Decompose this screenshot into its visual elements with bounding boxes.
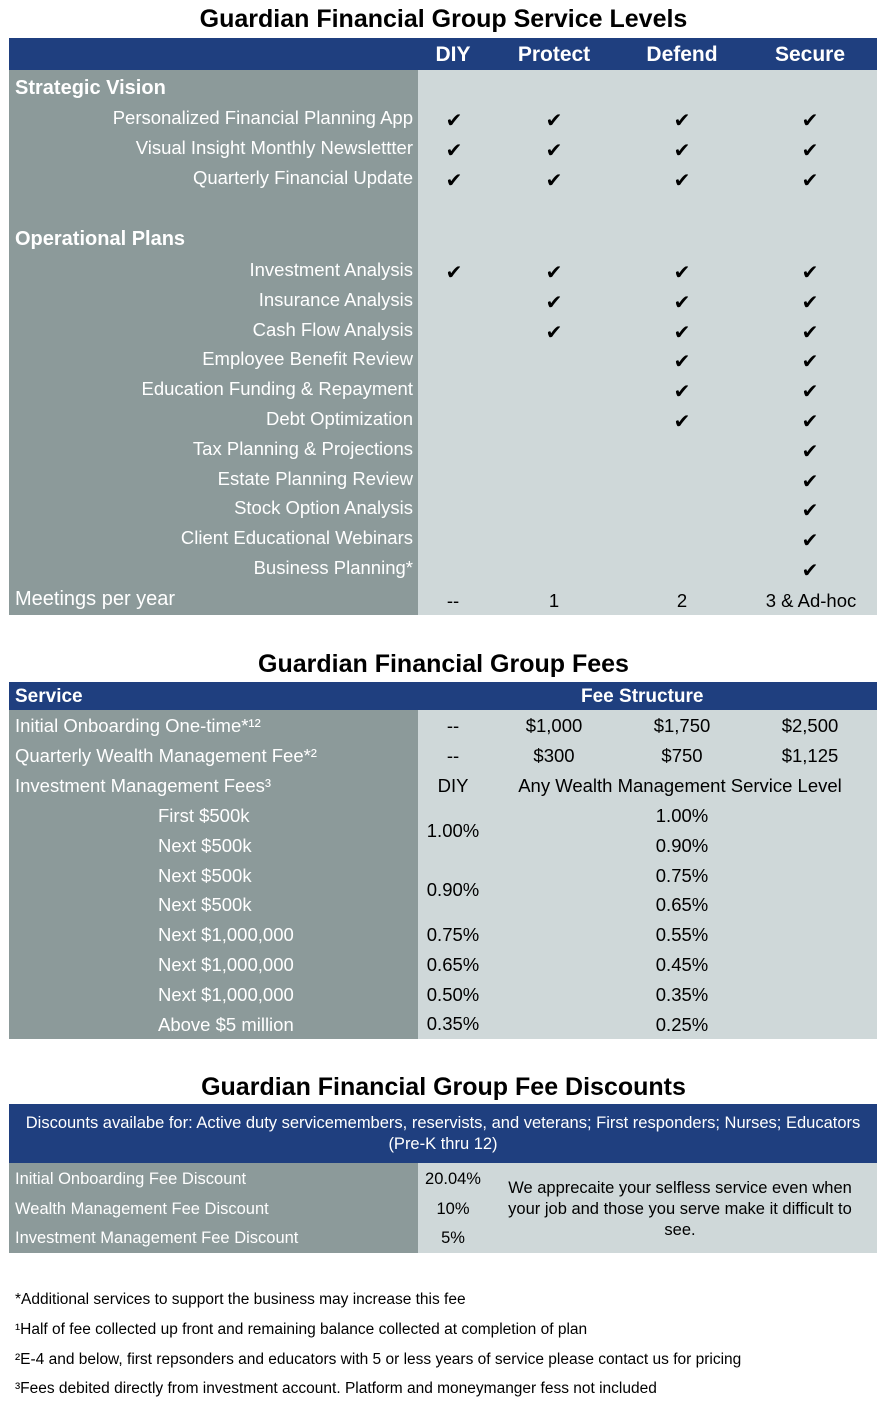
strategic-row-label: Personalized Financial Planning App <box>112 107 413 128</box>
operational-row-label: Stock Option Analysis <box>234 497 413 519</box>
discount-wealth-label: Wealth Management Fee Discount <box>15 1200 269 1218</box>
checkmark-icon: ✔ <box>801 291 819 314</box>
discount-investment-value: 5% <box>441 1229 465 1247</box>
operational-row-label: Insurance Analysis <box>258 288 413 310</box>
checkmark-icon: ✔ <box>673 381 691 404</box>
checkmark-icon: ✔ <box>673 110 691 132</box>
footnote-3: ³Fees debited directly from investment account. Platform and moneymanger fess not included <box>15 1380 657 1397</box>
operational-row-label: Investment Analysis <box>249 259 413 280</box>
tier-wm-rate: 0.65% <box>655 894 709 916</box>
footnote-asterisk: *Additional services to support the business may increase this fee <box>15 1291 466 1308</box>
strategic-row-label: Visual Insight Monthly Newslettter <box>135 136 413 158</box>
onboarding-diy: -- <box>446 715 460 736</box>
checkmark-icon: ✔ <box>801 500 819 523</box>
col-diy: DIY <box>435 43 471 66</box>
diy-rate-3: 0.75% <box>426 924 480 945</box>
discount-investment-label: Investment Management Fee Discount <box>15 1229 299 1247</box>
discounts-eligibility-text: Discounts availabe for: Active duty servicemembers, reservists, and veterans; First responders; Nurses; Educators (Pre-K thru 12) <box>25 1114 861 1153</box>
checkmark-icon: ✔ <box>545 291 563 314</box>
fees-title: Guardian Financial Group Fees <box>258 650 629 678</box>
diy-rate-1: 1.00% <box>426 820 480 841</box>
checkmark-icon: ✔ <box>673 262 691 284</box>
operational-row-label: Business Planning* <box>253 557 413 578</box>
checkmark-icon: ✔ <box>801 169 819 192</box>
checkmark-icon: ✔ <box>673 351 691 374</box>
meetings-diy: -- <box>446 590 460 611</box>
tier-label: First $500k <box>158 805 250 826</box>
checkmark-icon: ✔ <box>545 110 563 132</box>
footnote-2: ²E-4 and below, first repsonders and educators with 5 or less years of service please contact us for pricing <box>15 1351 742 1368</box>
diy-rate-4: 0.65% <box>426 954 480 975</box>
tier-wm-rate: 0.45% <box>655 954 709 975</box>
tier-label: Above $5 million <box>158 1013 294 1035</box>
checkmark-icon: ✔ <box>801 139 819 162</box>
checkmark-icon: ✔ <box>445 139 463 162</box>
checkmark-icon: ✔ <box>673 139 691 162</box>
service-levels-header <box>9 38 877 70</box>
operational-row-label: Debt Optimization <box>265 408 413 429</box>
diy-rate-2: 0.90% <box>426 879 480 900</box>
checkmark-icon: ✔ <box>673 411 691 433</box>
tier-label: Next $1,000,000 <box>158 954 294 975</box>
checkmark-icon: ✔ <box>545 139 563 162</box>
quarterly-protect: $300 <box>533 745 575 766</box>
tier-label: Next $500k <box>158 834 252 856</box>
investment-any-level-header: Any Wealth Management Service Level <box>518 775 842 796</box>
tier-label: Next $1,000,000 <box>158 983 294 1005</box>
checkmark-icon: ✔ <box>445 110 463 132</box>
diy-rate-5: 0.50% <box>426 984 480 1005</box>
quarterly-diy: -- <box>446 745 460 766</box>
discount-onboarding-label: Initial Onboarding Fee Discount <box>15 1170 247 1188</box>
col-secure: Secure <box>774 43 846 66</box>
footnote-1: ¹Half of fee collected up front and remaining balance collected at completion of plan <box>15 1321 588 1338</box>
checkmark-icon: ✔ <box>673 169 691 192</box>
quarterly-label: Quarterly Wealth Management Fee*² <box>15 745 317 766</box>
tier-wm-rate: 0.25% <box>655 1013 709 1035</box>
discount-thank-you-message: We apprecaite your selfless service even when your job and those you serve make it difficult to see. <box>508 1179 852 1239</box>
investment-fees-label: Investment Management Fees³ <box>15 775 272 796</box>
operational-plans-heading: Operational Plans <box>15 228 186 250</box>
operational-row-label: Education Funding & Repayment <box>141 378 413 400</box>
checkmark-icon: ✔ <box>801 530 819 553</box>
strategic-vision-heading: Strategic Vision <box>15 77 166 99</box>
checkmark-icon: ✔ <box>801 470 819 493</box>
checkmark-icon: ✔ <box>545 262 563 284</box>
operational-row-label: Cash Flow Analysis <box>252 318 413 340</box>
discounts-eligibility-bar <box>9 1104 877 1163</box>
checkmark-icon: ✔ <box>801 110 819 132</box>
checkmark-icon: ✔ <box>673 291 691 314</box>
tier-wm-rate: 0.55% <box>655 924 709 946</box>
operational-row-label: Tax Planning & Projections <box>192 437 413 459</box>
meetings-label: Meetings per year <box>15 588 176 610</box>
meetings-protect: 1 <box>548 590 560 611</box>
quarterly-secure: $1,125 <box>781 745 839 766</box>
checkmark-icon: ✔ <box>801 440 819 463</box>
checkmark-icon: ✔ <box>545 321 563 344</box>
tier-label: Next $1,000,000 <box>158 924 294 946</box>
diy-rate-6: 0.35% <box>426 1013 480 1034</box>
col-protect: Protect <box>517 43 591 66</box>
tier-label: Next $500k <box>158 864 252 886</box>
quarterly-defend: $750 <box>661 745 703 766</box>
checkmark-icon: ✔ <box>801 321 819 344</box>
operational-row-label: Estate Planning Review <box>217 467 413 489</box>
onboarding-protect: $1,000 <box>525 715 583 736</box>
onboarding-secure: $2,500 <box>781 715 839 736</box>
service-levels-title: Guardian Financial Group Service Levels <box>199 5 688 33</box>
checkmark-icon: ✔ <box>801 411 819 433</box>
tier-wm-rate: 1.00% <box>655 805 709 826</box>
checkmark-icon: ✔ <box>445 169 463 192</box>
fees-header-structure: Fee Structure <box>581 686 704 707</box>
tier-label: Next $500k <box>158 894 252 916</box>
fees-header-service: Service <box>15 686 83 707</box>
tier-wm-rate: 0.90% <box>655 834 709 856</box>
meetings-defend: 2 <box>676 590 688 611</box>
col-defend: Defend <box>646 43 718 66</box>
tier-wm-rate: 0.75% <box>655 864 709 886</box>
operational-row-label: Client Educational Webinars <box>180 527 413 549</box>
checkmark-icon: ✔ <box>801 381 819 404</box>
checkmark-icon: ✔ <box>545 169 563 192</box>
checkmark-icon: ✔ <box>801 560 819 582</box>
tier-wm-rate: 0.35% <box>655 983 709 1005</box>
fees-header <box>9 682 877 710</box>
checkmark-icon: ✔ <box>445 262 463 284</box>
discount-onboarding-value: 20.04% <box>425 1170 481 1188</box>
operational-row-label: Employee Benefit Review <box>202 348 413 370</box>
onboarding-defend: $1,750 <box>653 715 711 736</box>
investment-diy-header: DIY <box>437 775 469 796</box>
checkmark-icon: ✔ <box>801 262 819 284</box>
meetings-secure: 3 & Ad-hoc <box>765 590 857 611</box>
checkmark-icon: ✔ <box>801 351 819 374</box>
discounts-title: Guardian Financial Group Fee Discounts <box>201 1073 686 1101</box>
discount-wealth-value: 10% <box>436 1200 470 1218</box>
checkmark-icon: ✔ <box>673 321 691 344</box>
onboarding-label: Initial Onboarding One-time*¹² <box>15 715 261 736</box>
strategic-row-label: Quarterly Financial Update <box>192 166 413 188</box>
